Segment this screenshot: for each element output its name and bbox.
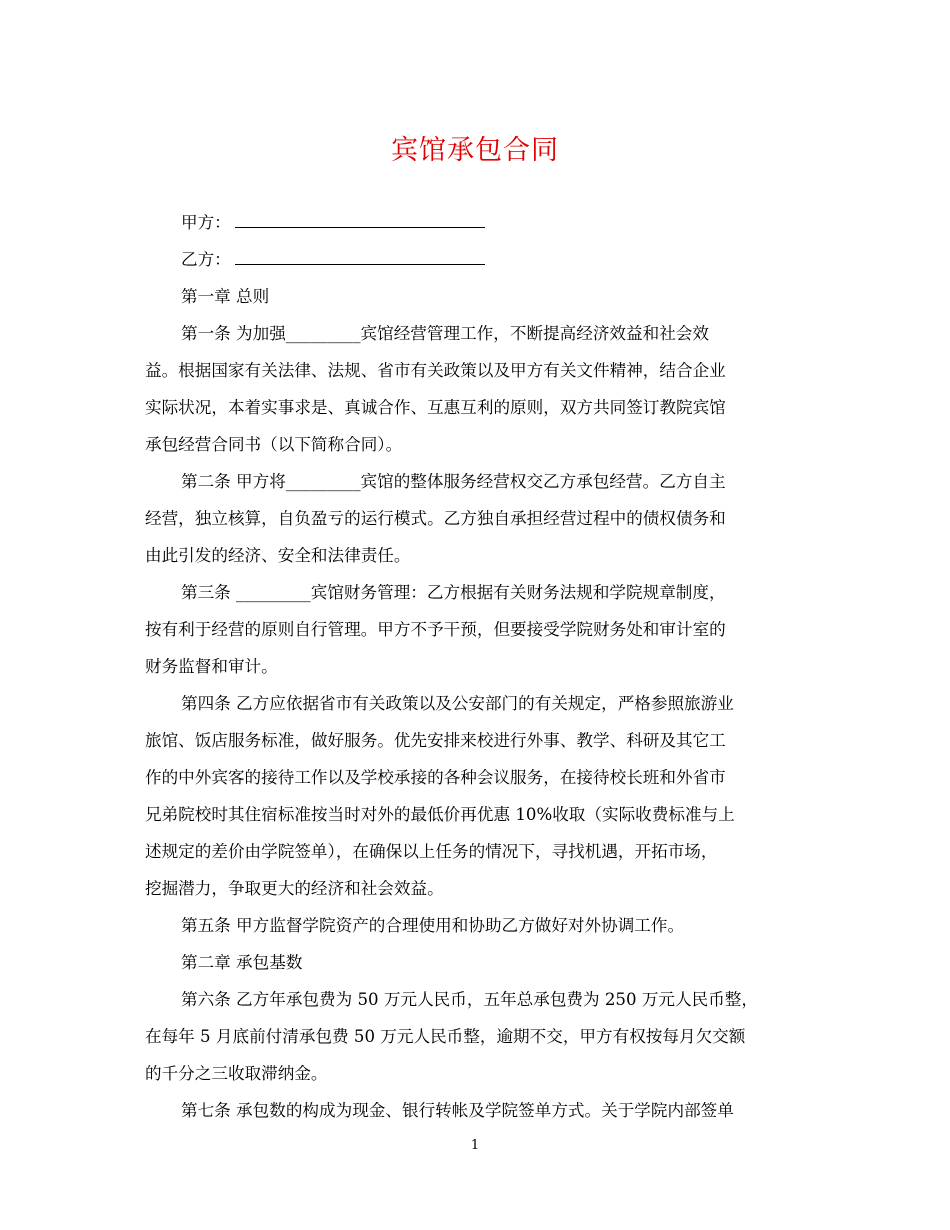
paragraph-line: 第四条 乙方应依据省市有关政策以及公安部门的有关规定，严格参照旅游业 xyxy=(181,694,734,713)
paragraph-line: 在每年 5 月底前付清承包费 50 万元人民币整，逾期不交，甲方有权按每月欠交额 xyxy=(145,1027,746,1046)
paragraph-line: 第六条 乙方年承包费为 50 万元人民币，五年总承包费为 250 万元人民币整， xyxy=(181,990,758,1009)
page-number: 1 xyxy=(470,1138,480,1153)
chapter-heading: 第一章 总则 xyxy=(181,287,270,306)
party-a-line xyxy=(145,204,807,241)
paragraph-line: 第三条 _________宾馆财务管理：乙方根据有关财务法规和学院规章制度， xyxy=(181,583,726,602)
paragraph-line: 财务监督和审计。 xyxy=(145,657,278,676)
party-b-line xyxy=(145,241,807,278)
party-b-label: 乙方： xyxy=(181,250,231,269)
paragraph-line: 第一条 为加强_________宾馆经营管理工作，不断提高经济效益和社会效 xyxy=(181,324,709,343)
paragraph-line: 益。根据国家有关法律、法规、省市有关政策以及甲方有关文件精神，结合企业 xyxy=(145,361,726,380)
paragraph-line: 的千分之三收取滞纳金。 xyxy=(145,1064,328,1083)
paragraph-line: 承包经营合同书（以下简称合同）。 xyxy=(145,435,403,454)
paragraph-line: 第二条 甲方将_________宾馆的整体服务经营权交乙方承包经营。乙方自主 xyxy=(181,472,726,491)
chapter-heading: 第二章 承包基数 xyxy=(181,953,303,972)
party-a-blank xyxy=(235,205,485,228)
paragraph-line: 经营，独立核算，自负盈亏的运行模式。乙方独自承担经营过程中的债权债务和 xyxy=(145,509,726,528)
paragraph-line: 挖掘潜力，争取更大的经济和社会效益。 xyxy=(145,879,444,898)
paragraph-line: 第五条 甲方监督学院资产的合理使用和协助乙方做好对外协调工作。 xyxy=(181,916,685,935)
document-title: 宾馆承包合同 xyxy=(391,135,559,166)
paragraph-line: 旅馆、饭店服务标准，做好服务。优先安排来校进行外事、教学、科研及其它工 xyxy=(145,731,726,750)
party-b-blank xyxy=(235,242,485,265)
paragraph-line: 第七条 承包数的构成为现金、银行转帐及学院签单方式。关于学院内部签单 xyxy=(181,1101,734,1120)
party-a-label: 甲方： xyxy=(181,213,231,232)
paragraph-line: 述规定的差价由学院签单），在确保以上任务的情况下，寻找机遇，开拓市场， xyxy=(145,842,718,861)
paragraph-line: 按有利于经营的原则自行管理。甲方不予干预，但要接受学院财务处和审计室的 xyxy=(145,620,726,639)
document-body xyxy=(145,204,807,1129)
paragraph-line: 实际状况，本着实事求是、真诚合作、互惠互利的原则，双方共同签订教院宾馆 xyxy=(145,398,726,417)
paragraph-line: 由此引发的经济、安全和法律责任。 xyxy=(145,546,411,565)
paragraph-line: 作的中外宾客的接待工作以及学校承接的各种会议服务，在接待校长班和外省市 xyxy=(145,768,726,787)
paragraph-line: 兄弟院校时其住宿标准按当时对外的最低价再优惠 10%收取（实际收费标准与上 xyxy=(145,805,735,824)
